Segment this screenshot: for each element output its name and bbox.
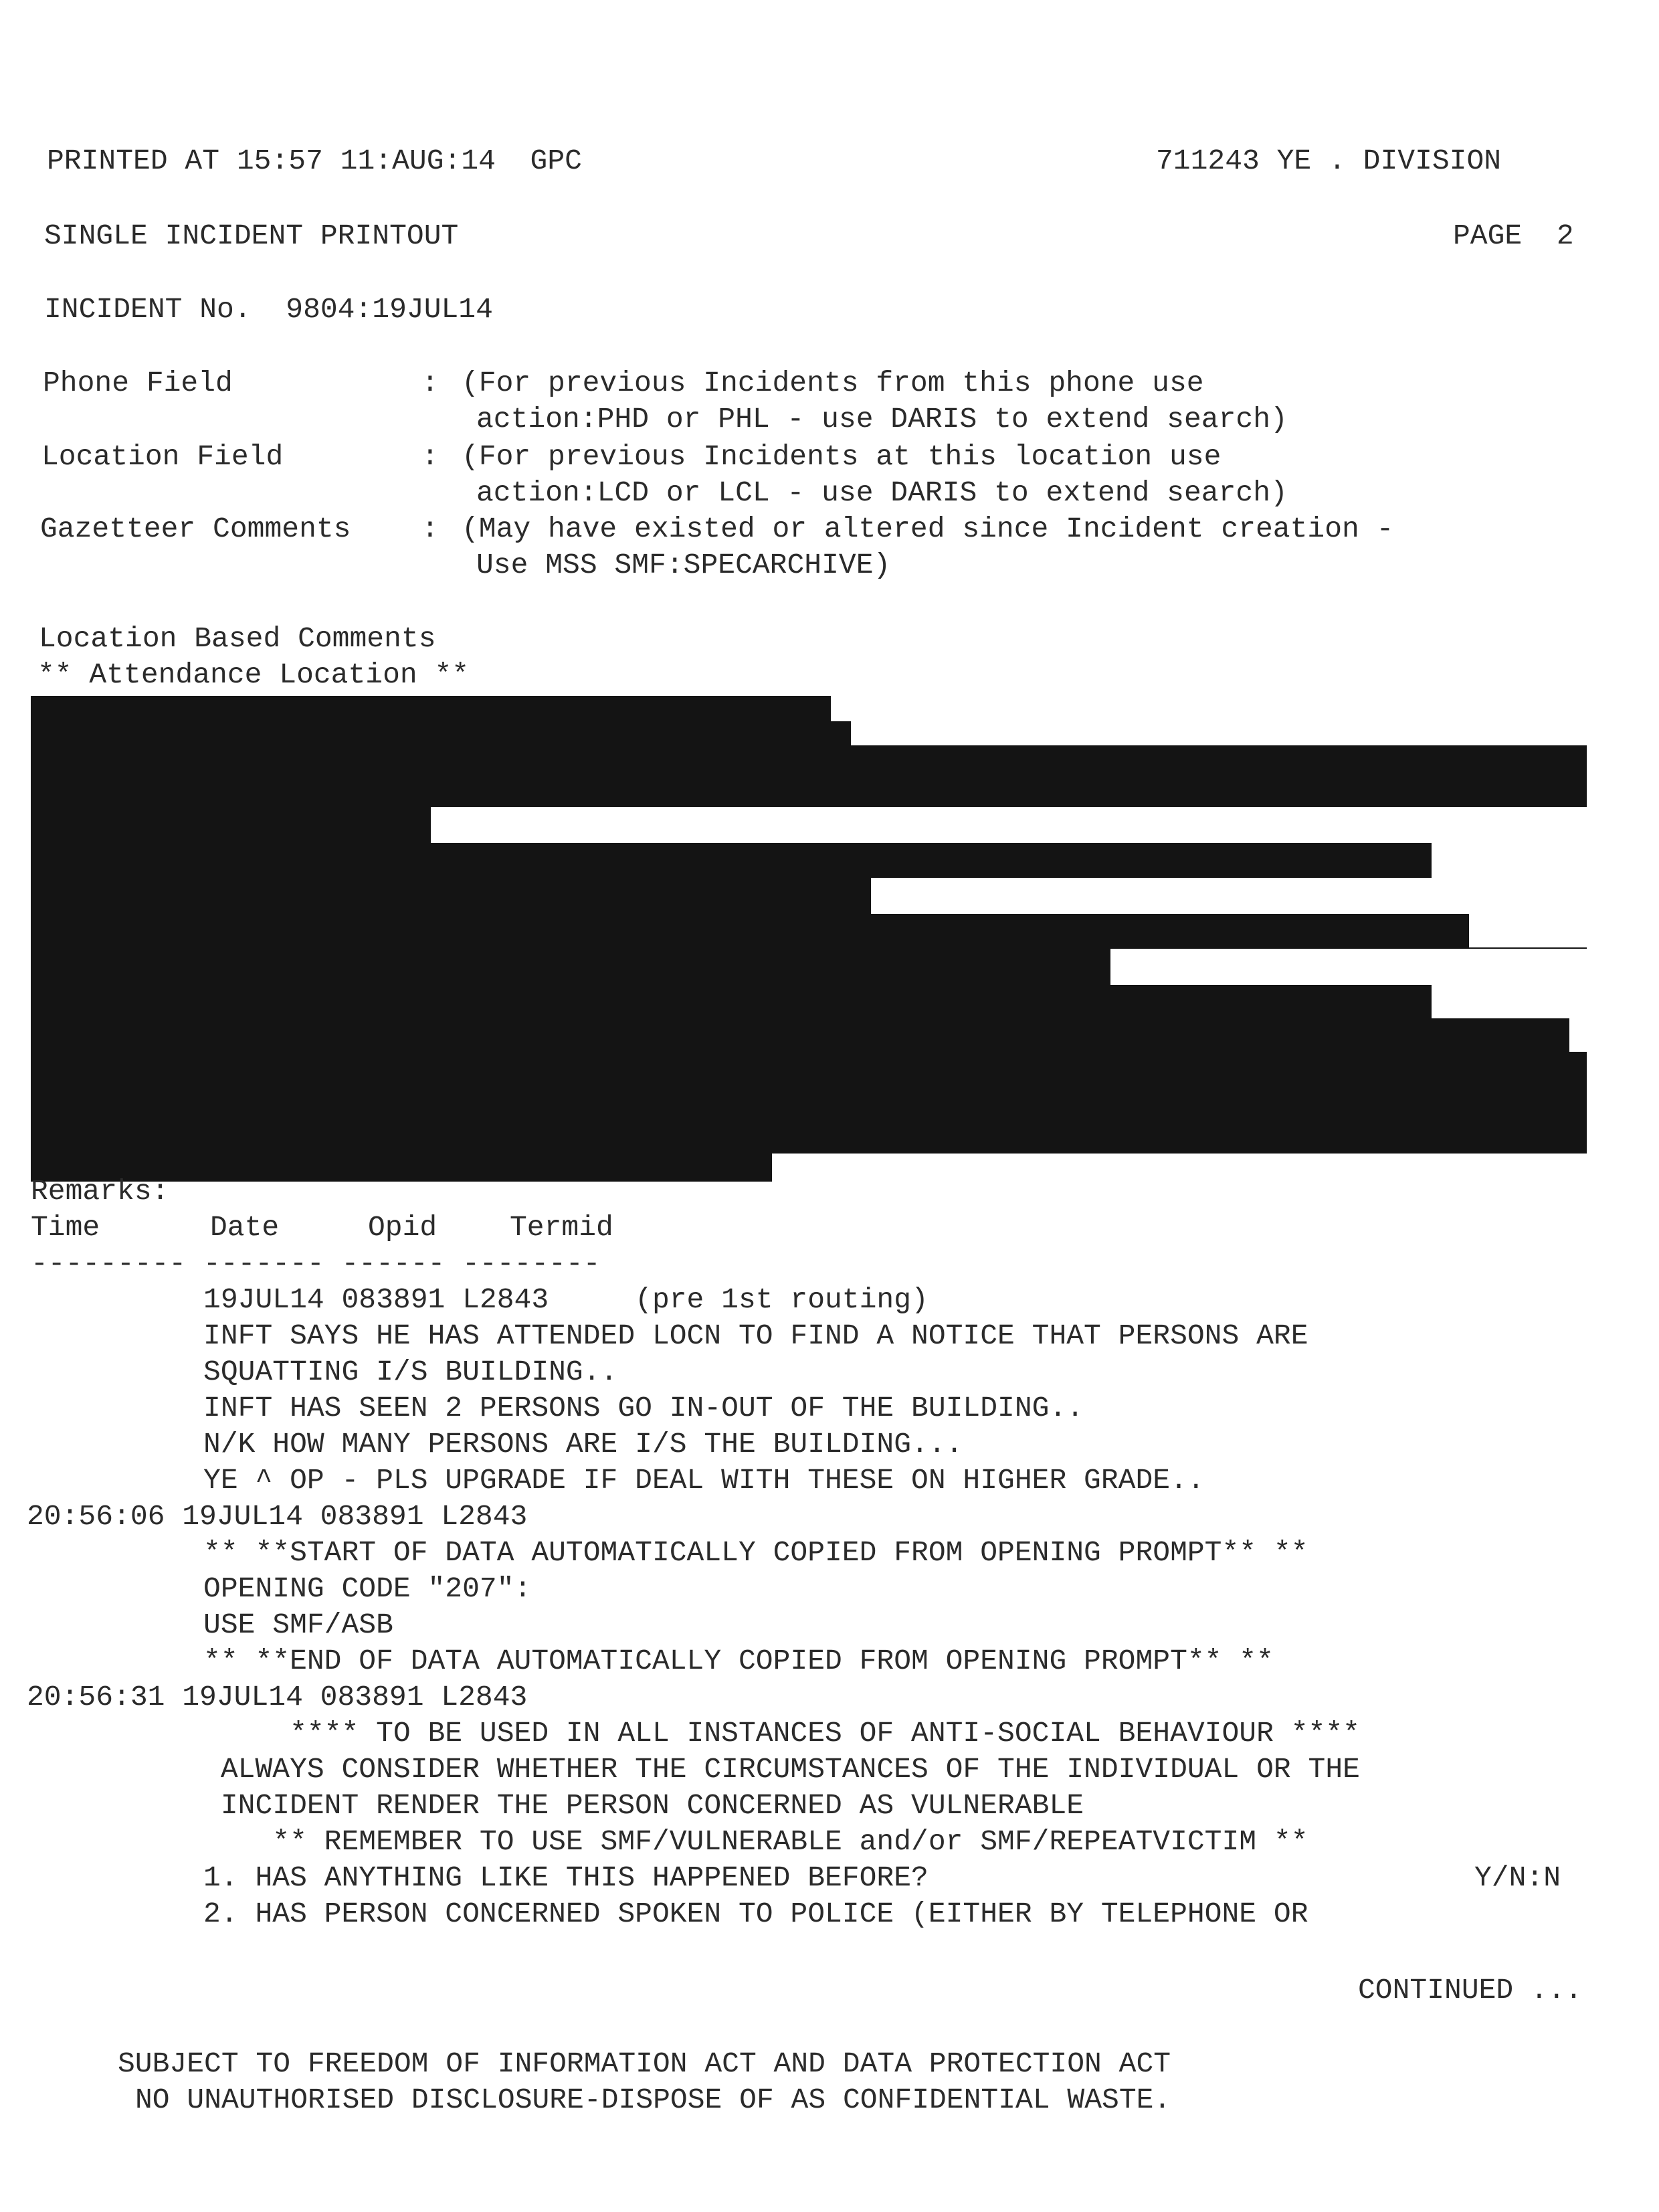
remark-line: OPENING CODE "207":	[31, 1572, 532, 1605]
location-field-label: Location Field	[41, 440, 284, 473]
column-underline: --------- ------- ------ --------	[31, 1247, 601, 1280]
remark-line: ** **END OF DATA AUTOMATICALLY COPIED FROM OPENING PROMPT** **	[31, 1645, 1274, 1677]
continued-marker: CONTINUED ...	[1358, 1974, 1583, 2007]
attendance-location-heading: ** Attendance Location **	[37, 658, 470, 691]
division-code: 711243 YE . DIVISION	[1156, 145, 1502, 177]
question-answer: Y/N:N	[1474, 1861, 1561, 1894]
remark-timestamp: 20:56:31 19JUL14 083891 L2843	[27, 1681, 528, 1714]
remark-line: 19JUL14 083891 L2843 (pre 1st routing)	[31, 1283, 929, 1316]
printed-timestamp: PRINTED AT 15:57 11:AUG:14 GPC	[47, 145, 582, 177]
gazetteer-comments-label: Gazetteer Comments	[40, 513, 351, 545]
column-time: Time	[31, 1211, 100, 1244]
phone-field-label: Phone Field	[43, 367, 233, 399]
phone-field-note-1: (For previous Incidents from this phone use	[462, 367, 1204, 399]
remark-line: SQUATTING I/S BUILDING..	[31, 1356, 618, 1388]
location-field-note-1: (For previous Incidents at this location use	[462, 440, 1222, 473]
remark-line: **** TO BE USED IN ALL INSTANCES OF ANTI-SOCIAL BEHAVIOUR ****	[31, 1717, 1360, 1750]
foi-notice: SUBJECT TO FREEDOM OF INFORMATION ACT AND DATA PROTECTION ACT	[118, 2047, 1171, 2080]
location-field-separator: :	[421, 440, 439, 473]
location-comments-heading: Location Based Comments	[39, 622, 436, 655]
remark-question: 2. HAS PERSON CONCERNED SPOKEN TO POLICE (EITHER BY TELEPHONE OR	[31, 1898, 1308, 1930]
location-field-note-2: action:LCD or LCL - use DARIS to extend search)	[476, 476, 1288, 509]
incident-number: INCIDENT No. 9804:19JUL14	[44, 293, 493, 326]
column-date: Date	[210, 1211, 280, 1244]
phone-field-note-2: action:PHD or PHL - use DARIS to extend search)	[476, 403, 1288, 436]
document-title: SINGLE INCIDENT PRINTOUT	[44, 219, 459, 252]
remark-line: YE ^ OP - PLS UPGRADE IF DEAL WITH THESE ON HIGHER GRADE..	[31, 1464, 1205, 1497]
phone-field-separator: :	[421, 367, 439, 399]
remark-line: ** **START OF DATA AUTOMATICALLY COPIED FROM OPENING PROMPT** **	[31, 1536, 1308, 1569]
remark-question: 1. HAS ANYTHING LIKE THIS HAPPENED BEFORE?	[31, 1861, 929, 1894]
remark-line: ALWAYS CONSIDER WHETHER THE CIRCUMSTANCES OF THE INDIVIDUAL OR THE	[31, 1753, 1360, 1786]
remarks-heading: Remarks:	[31, 1175, 169, 1208]
remark-line: INFT SAYS HE HAS ATTENDED LOCN TO FIND A NOTICE THAT PERSONS ARE	[31, 1319, 1308, 1352]
column-opid: Opid	[368, 1211, 437, 1244]
remark-line: N/K HOW MANY PERSONS ARE I/S THE BUILDING...	[31, 1428, 963, 1461]
column-termid: Termid	[510, 1211, 613, 1244]
remark-line: INFT HAS SEEN 2 PERSONS GO IN-OUT OF THE BUILDING..	[31, 1392, 1084, 1424]
gazetteer-note-1: (May have existed or altered since Incident creation -	[462, 513, 1394, 545]
disclosure-notice: NO UNAUTHORISED DISCLOSURE-DISPOSE OF AS CONFIDENTIAL WASTE.	[135, 2084, 1171, 2116]
gazetteer-note-2: Use MSS SMF:SPECARCHIVE)	[476, 549, 891, 581]
page-number: PAGE 2	[1453, 219, 1574, 252]
gazetteer-separator: :	[421, 513, 439, 545]
remark-line: USE SMF/ASB	[31, 1608, 393, 1641]
remark-line: INCIDENT RENDER THE PERSON CONCERNED AS VULNERABLE	[31, 1789, 1084, 1822]
remark-timestamp: 20:56:06 19JUL14 083891 L2843	[27, 1500, 528, 1533]
remark-line: ** REMEMBER TO USE SMF/VULNERABLE and/or SMF/REPEATVICTIM **	[31, 1825, 1308, 1858]
